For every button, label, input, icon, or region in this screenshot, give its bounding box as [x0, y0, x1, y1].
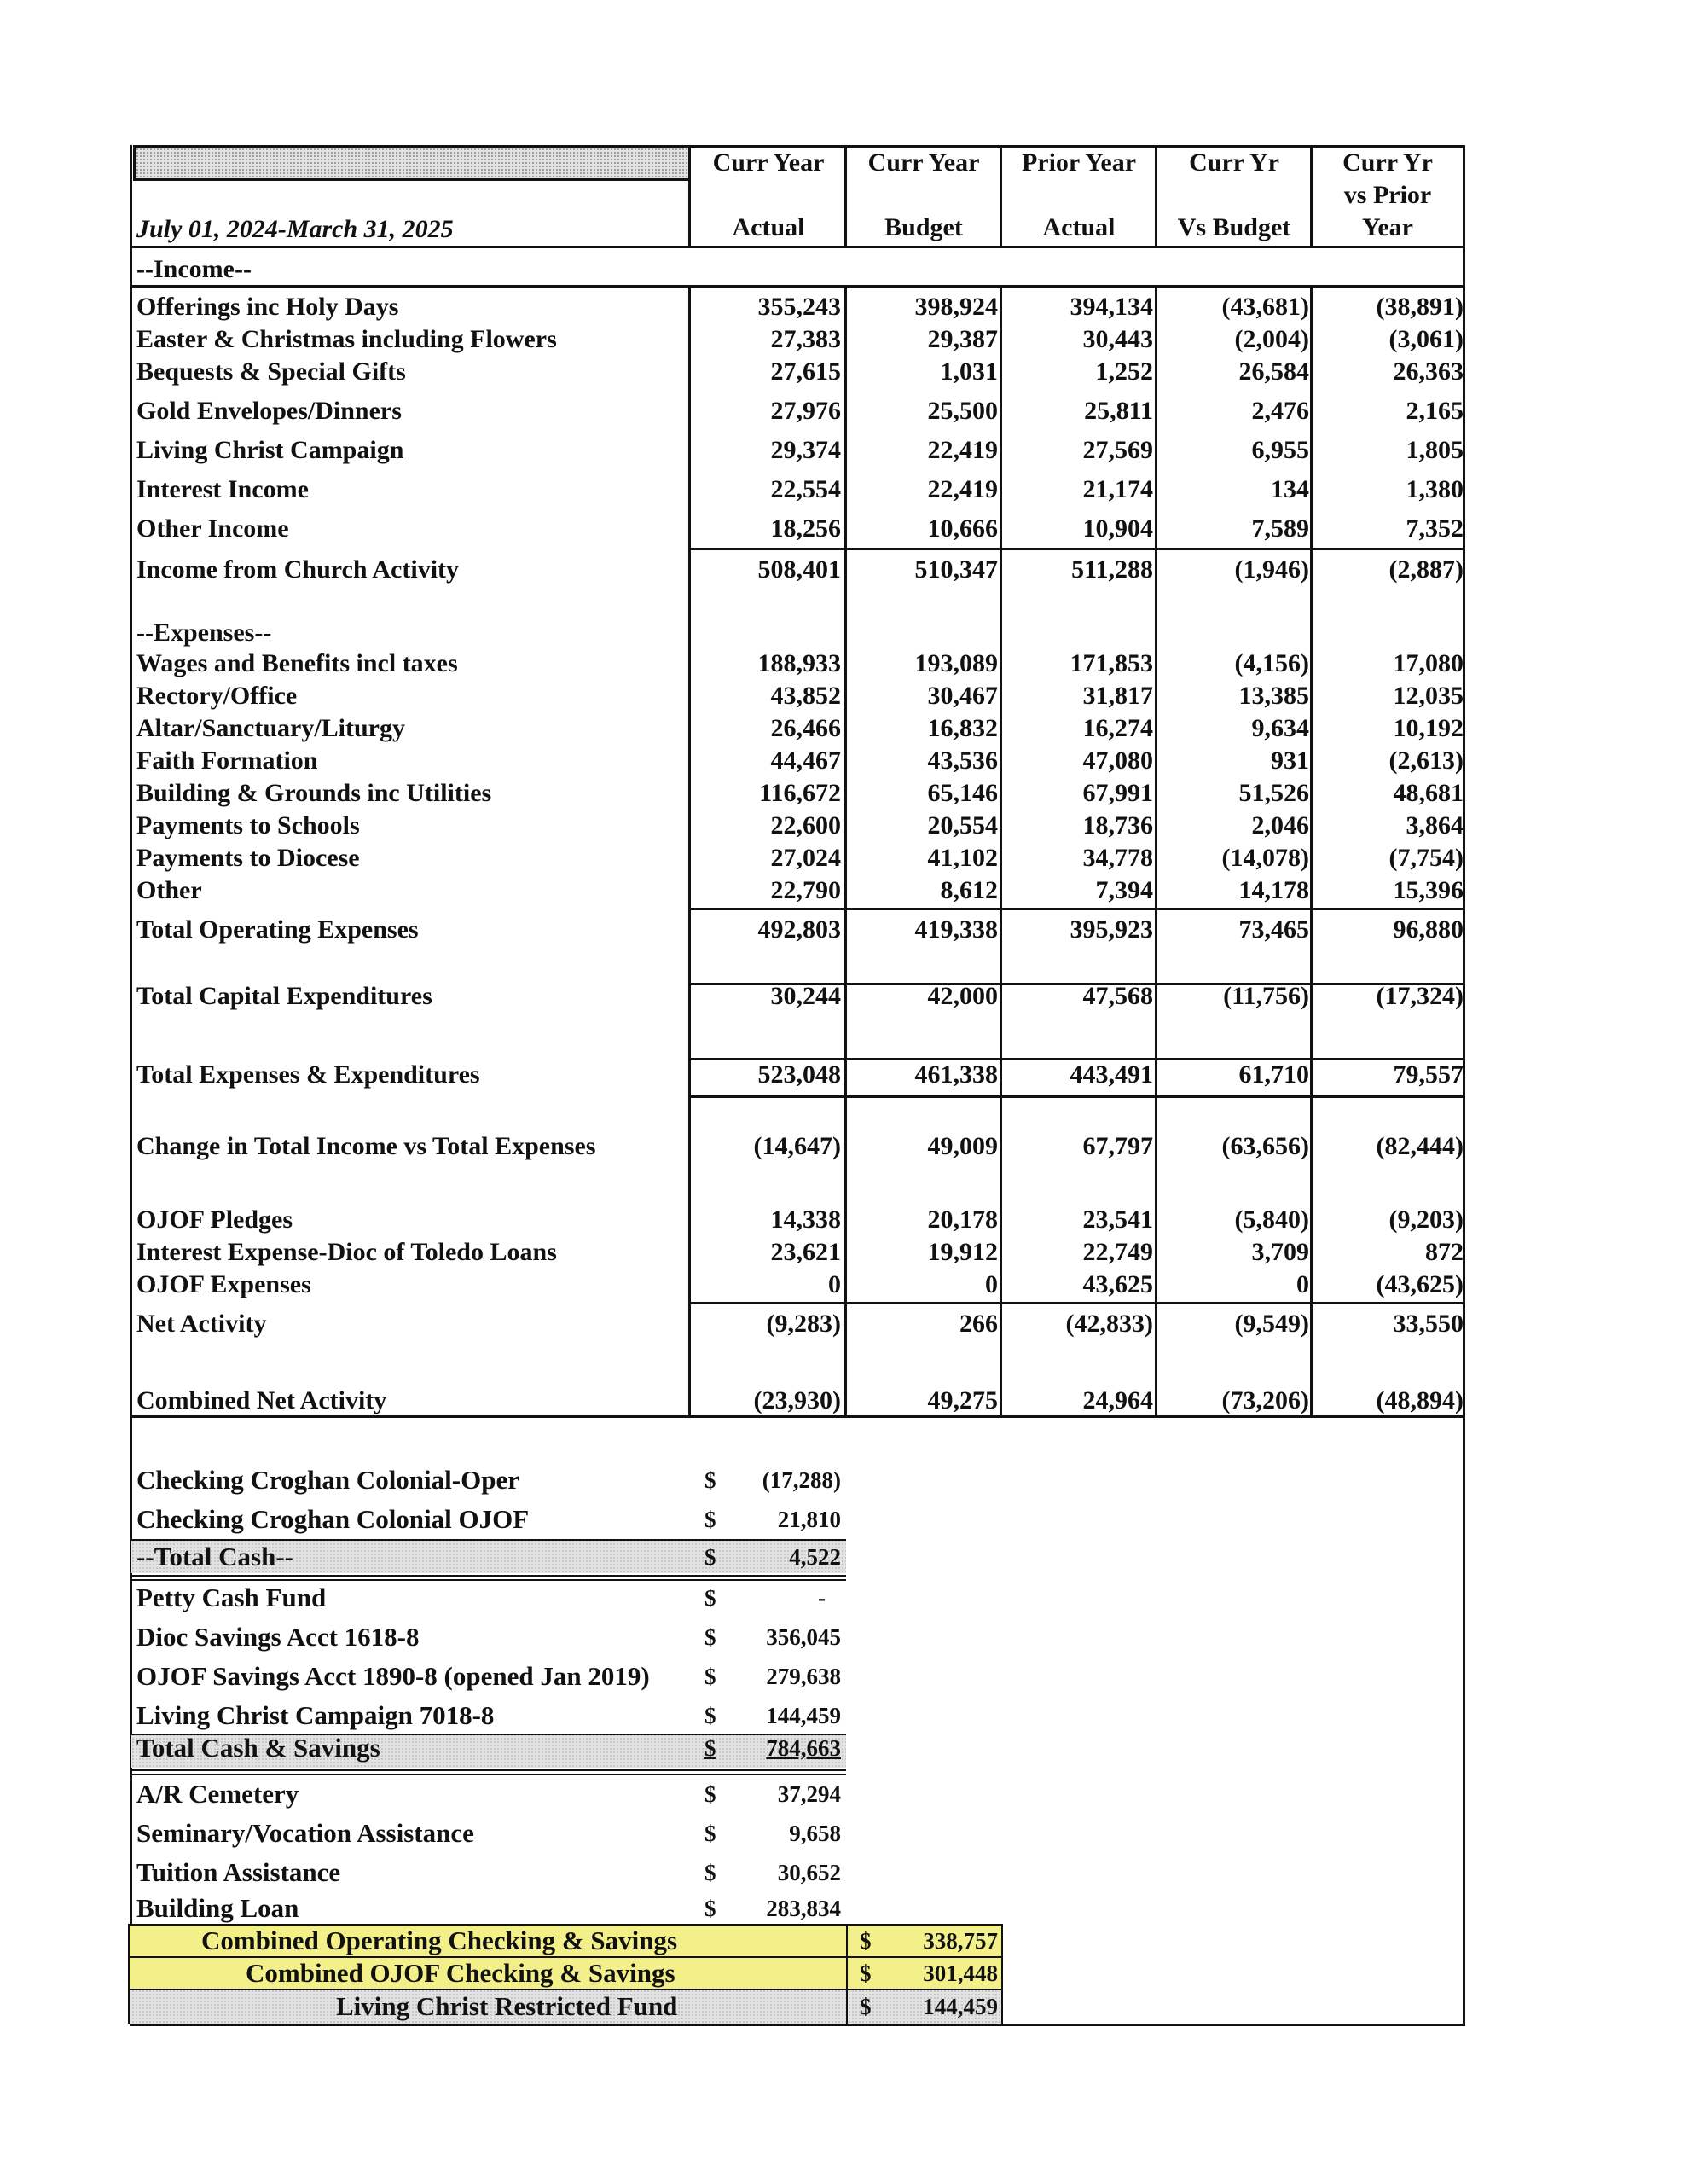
cell-curr-budget: 25,500	[927, 397, 998, 425]
cell-vs-prior: (48,894)	[1376, 1386, 1464, 1414]
dollar-sign: $	[860, 1928, 872, 1954]
cash-label: Living Christ Campaign 7018-8	[136, 1700, 495, 1730]
cell-prior-actual: 24,964	[1082, 1386, 1153, 1414]
cell-curr-actual: 23,621	[770, 1238, 841, 1266]
cell-vs-prior: 17,080	[1393, 649, 1464, 677]
cell-vs-prior: 3,864	[1406, 811, 1464, 839]
rule	[846, 1924, 848, 2024]
cash-value: 37,294	[777, 1781, 841, 1807]
cell-vs-budget: 2,476	[1251, 397, 1309, 425]
cash-label: Building Loan	[136, 1893, 299, 1923]
cell-curr-budget: 20,554	[927, 811, 998, 839]
row-label: Rectory/Office	[136, 682, 298, 710]
cell-prior-actual: 43,625	[1082, 1270, 1153, 1298]
cell-curr-actual: 18,256	[770, 514, 841, 543]
cell-curr-actual: (9,283)	[766, 1310, 841, 1338]
col-line	[1000, 285, 1002, 1415]
living-christ-label: Living Christ Restricted Fund	[336, 1991, 678, 2021]
cell-prior-actual: 27,569	[1082, 436, 1153, 464]
dollar-sign: $	[704, 1585, 716, 1611]
rule	[1001, 1924, 1003, 2024]
dollar-sign: $	[704, 1896, 716, 1921]
cell-vs-prior: (3,061)	[1388, 325, 1464, 353]
cash-value: (17,288)	[762, 1467, 841, 1493]
cell-vs-prior: (9,203)	[1388, 1205, 1464, 1234]
cell-curr-actual: 30,244	[770, 982, 841, 1010]
cell-vs-budget: 14,178	[1238, 876, 1309, 904]
col-header-vs-budget: Curr Yr Vs Budget	[1177, 148, 1291, 241]
cell-vs-prior: 48,681	[1393, 779, 1464, 807]
dollar-sign: $	[860, 1960, 872, 1986]
cell-vs-budget: (4,156)	[1234, 649, 1309, 677]
cell-curr-budget: 16,832	[927, 714, 998, 742]
cash-value: 283,834	[766, 1896, 841, 1921]
cell-vs-budget: 3,709	[1251, 1238, 1309, 1266]
expense-subtotal-rule	[688, 908, 1465, 910]
cash-label: --Total Cash--	[136, 1542, 294, 1571]
cell-curr-budget: 41,102	[927, 844, 998, 872]
row-label: Payments to Schools	[136, 811, 360, 839]
cell-vs-prior: (7,754)	[1388, 844, 1464, 872]
row-label: Total Expenses & Expenditures	[136, 1060, 480, 1089]
cell-prior-actual: 30,443	[1082, 325, 1153, 353]
cell-curr-actual: 188,933	[757, 649, 841, 677]
cell-vs-budget: 26,584	[1238, 357, 1309, 386]
cell-vs-prior: 79,557	[1393, 1060, 1464, 1089]
dollar-sign: $	[704, 1735, 716, 1761]
cash-value: 356,045	[766, 1624, 841, 1650]
cell-curr-budget: 510,347	[914, 555, 998, 584]
cell-curr-actual: 523,048	[757, 1060, 841, 1089]
cell-vs-prior: 10,192	[1393, 714, 1464, 742]
combined-ojof-label: Combined OJOF Checking & Savings	[246, 1958, 675, 1988]
cell-prior-actual: 34,778	[1082, 844, 1153, 872]
row-label: Altar/Sanctuary/Liturgy	[136, 714, 405, 742]
cell-vs-budget: (63,656)	[1221, 1132, 1309, 1160]
col-header-curr-budget: Curr Year Budget	[867, 148, 980, 241]
cell-curr-budget: 0	[985, 1270, 998, 1298]
col-header-vs-prior: Curr Yr vs Prior Year	[1342, 148, 1433, 241]
cell-curr-actual: 44,467	[770, 746, 841, 775]
cell-vs-prior: 12,035	[1393, 682, 1464, 710]
cell-vs-budget: 9,634	[1251, 714, 1309, 742]
cell-vs-prior: (82,444)	[1376, 1132, 1464, 1160]
dollar-sign: $	[704, 1781, 716, 1807]
cash-label: Dioc Savings Acct 1618-8	[136, 1622, 420, 1652]
row-label: Income from Church Activity	[136, 555, 460, 584]
cell-vs-prior: 872	[1425, 1238, 1464, 1266]
col-line	[1310, 285, 1313, 1415]
cash-label: Checking Croghan Colonial OJOF	[136, 1504, 530, 1534]
rule	[128, 1989, 1003, 1990]
cell-vs-prior: 7,352	[1406, 514, 1464, 543]
cell-prior-actual: 67,991	[1082, 779, 1153, 807]
cell-curr-actual: 22,790	[770, 876, 841, 904]
row-label: Other Income	[136, 514, 289, 543]
dollar-sign: $	[704, 1624, 716, 1650]
cash-label: Tuition Assistance	[136, 1857, 341, 1887]
row-label: OJOF Pledges	[136, 1205, 293, 1234]
col-sep	[1155, 145, 1157, 247]
dollar-sign: $	[704, 1507, 716, 1532]
cell-prior-actual: 443,491	[1070, 1060, 1153, 1089]
cell-curr-budget: 10,666	[927, 514, 998, 543]
col-sep	[844, 145, 847, 247]
cell-curr-budget: 49,275	[927, 1386, 998, 1414]
cell-curr-actual: 26,466	[770, 714, 841, 742]
dollar-sign: $	[704, 1703, 716, 1728]
cell-curr-actual: 27,615	[770, 357, 841, 386]
col-sep	[1000, 145, 1002, 247]
cell-vs-budget: (14,078)	[1221, 844, 1309, 872]
table-bottom-rule	[130, 1415, 1465, 1418]
cell-vs-prior: (38,891)	[1376, 293, 1464, 321]
dollar-sign: $	[704, 1544, 716, 1570]
cell-vs-prior: 33,550	[1393, 1310, 1464, 1338]
cell-vs-prior: 15,396	[1393, 876, 1464, 904]
col-line	[844, 285, 847, 1415]
cell-vs-prior: (43,625)	[1376, 1270, 1464, 1298]
cell-curr-actual: 0	[828, 1270, 841, 1298]
cell-vs-prior: (2,613)	[1388, 746, 1464, 775]
rule	[128, 1924, 130, 2024]
cell-prior-actual: 47,080	[1082, 746, 1153, 775]
cell-vs-prior: (2,887)	[1388, 555, 1464, 584]
cell-curr-actual: 508,401	[757, 555, 841, 584]
cell-curr-budget: 22,419	[927, 436, 998, 464]
cell-prior-actual: 1,252	[1095, 357, 1153, 386]
header-bottom-rule	[130, 246, 1465, 248]
cell-curr-budget: 29,387	[927, 325, 998, 353]
dollar-sign: $	[704, 1860, 716, 1885]
cell-vs-prior: 2,165	[1406, 397, 1464, 425]
cash-value: 30,652	[777, 1860, 841, 1885]
row-label: Combined Net Activity	[136, 1386, 387, 1414]
cell-curr-actual: 355,243	[757, 293, 841, 321]
cash-value: -	[818, 1585, 826, 1611]
dollar-sign: $	[704, 1467, 716, 1493]
cell-vs-budget: (9,549)	[1234, 1310, 1309, 1338]
cell-vs-budget: 13,385	[1238, 682, 1309, 710]
cash-value: 9,658	[789, 1821, 841, 1846]
cell-curr-actual: 43,852	[770, 682, 841, 710]
cash-value: 21,810	[777, 1507, 841, 1532]
row-label: Wages and Benefits incl taxes	[136, 649, 458, 677]
combined-operating-value: 338,757	[923, 1928, 998, 1954]
cell-prior-actual: 47,568	[1082, 982, 1153, 1010]
row-label: OJOF Expenses	[136, 1270, 311, 1298]
row-label: Other	[136, 876, 202, 904]
row-label: Interest Income	[136, 475, 309, 503]
cell-curr-budget: 461,338	[914, 1060, 998, 1089]
rule	[131, 1774, 846, 1775]
rule	[131, 1769, 846, 1771]
section-rule	[688, 1095, 1465, 1098]
combined-ojof-value: 301,448	[923, 1960, 998, 1986]
cell-vs-budget: 134	[1271, 475, 1309, 503]
cell-vs-prior: 26,363	[1393, 357, 1464, 386]
income-heading-rule	[130, 285, 1465, 288]
cell-prior-actual: (42,833)	[1065, 1310, 1153, 1338]
cash-label: Petty Cash Fund	[136, 1583, 327, 1612]
cell-curr-budget: 8,612	[940, 876, 998, 904]
cell-curr-actual: 22,600	[770, 811, 841, 839]
cell-curr-actual: 14,338	[770, 1205, 841, 1234]
col-sep	[1310, 145, 1313, 247]
cell-vs-budget: (2,004)	[1234, 325, 1309, 353]
cell-vs-budget: 6,955	[1251, 436, 1309, 464]
cash-label: Total Cash & Savings	[136, 1733, 380, 1763]
cell-curr-budget: 19,912	[927, 1238, 998, 1266]
cell-prior-actual: 395,923	[1070, 915, 1153, 944]
cell-vs-budget: 51,526	[1238, 779, 1309, 807]
expenses-heading: --Expenses--	[136, 619, 272, 647]
cell-vs-budget: 61,710	[1238, 1060, 1309, 1089]
income-heading: --Income--	[136, 255, 252, 283]
cell-prior-actual: 511,288	[1071, 555, 1153, 584]
cell-curr-budget: 193,089	[914, 649, 998, 677]
cell-prior-actual: 25,811	[1084, 397, 1153, 425]
cash-value: 784,663	[766, 1735, 841, 1761]
col-sep	[688, 145, 691, 247]
living-christ-value: 144,459	[923, 1994, 998, 2019]
cash-value: 279,638	[766, 1664, 841, 1689]
row-label: Faith Formation	[136, 746, 318, 775]
cell-vs-budget: 73,465	[1238, 915, 1309, 944]
cash-label: A/R Cemetery	[136, 1779, 299, 1809]
dollar-sign: $	[704, 1664, 716, 1689]
cell-vs-budget: 931	[1271, 746, 1309, 775]
cell-curr-actual: 116,672	[759, 779, 841, 807]
cell-curr-budget: 22,419	[927, 475, 998, 503]
cell-curr-budget: 419,338	[914, 915, 998, 944]
cell-curr-actual: (14,647)	[753, 1132, 841, 1160]
row-label: Total Operating Expenses	[136, 915, 419, 944]
cell-prior-actual: 16,274	[1082, 714, 1153, 742]
cell-prior-actual: 7,394	[1095, 876, 1153, 904]
cell-curr-actual: (23,930)	[753, 1386, 841, 1414]
cell-vs-prior: 1,805	[1406, 436, 1464, 464]
rule	[131, 1579, 846, 1581]
cell-prior-actual: 10,904	[1082, 514, 1153, 543]
cell-curr-budget: 30,467	[927, 682, 998, 710]
dollar-sign: $	[860, 1994, 872, 2019]
rule	[131, 1575, 846, 1577]
cell-curr-budget: 398,924	[914, 293, 998, 321]
cash-label: OJOF Savings Acct 1890-8 (opened Jan 2019)	[136, 1661, 650, 1691]
col-line	[688, 285, 691, 1415]
cell-curr-actual: 27,024	[770, 844, 841, 872]
dollar-sign: $	[704, 1821, 716, 1846]
cash-value: 144,459	[766, 1703, 841, 1728]
report-period: July 01, 2024-March 31, 2025	[136, 215, 454, 243]
cell-vs-budget: (11,756)	[1223, 982, 1309, 1010]
ojof-subtotal-rule	[688, 1302, 1465, 1304]
row-label: Bequests & Special Gifts	[136, 357, 406, 386]
col-line	[1155, 285, 1157, 1415]
row-label: Gold Envelopes/Dinners	[136, 397, 402, 425]
cell-curr-actual: 27,383	[770, 325, 841, 353]
col-header-curr-actual: Curr Year Actual	[712, 148, 825, 241]
cell-vs-budget: (1,946)	[1234, 555, 1309, 584]
cash-label: Checking Croghan Colonial-Oper	[136, 1465, 519, 1495]
cell-vs-budget: 2,046	[1251, 811, 1309, 839]
cell-vs-prior: 96,880	[1393, 915, 1464, 944]
cell-prior-actual: 21,174	[1082, 475, 1153, 503]
cell-prior-actual: 18,736	[1082, 811, 1153, 839]
cell-curr-budget: 266	[959, 1310, 998, 1338]
cell-prior-actual: 171,853	[1070, 649, 1153, 677]
cash-label: Seminary/Vocation Assistance	[136, 1818, 474, 1848]
cell-prior-actual: 394,134	[1070, 293, 1153, 321]
cell-curr-budget: 65,146	[927, 779, 998, 807]
cell-vs-budget: 0	[1296, 1270, 1309, 1298]
row-label: Offerings inc Holy Days	[136, 293, 399, 321]
cell-curr-actual: 492,803	[757, 915, 841, 944]
cell-prior-actual: 31,817	[1082, 682, 1153, 710]
cell-vs-prior: 1,380	[1406, 475, 1464, 503]
cell-curr-actual: 27,976	[770, 397, 841, 425]
col-header-prior-actual: Prior Year Actual	[1021, 148, 1137, 241]
row-label: Building & Grounds inc Utilities	[136, 779, 492, 807]
cell-prior-actual: 67,797	[1082, 1132, 1153, 1160]
cell-vs-budget: 7,589	[1251, 514, 1309, 543]
row-label: Interest Expense-Dioc of Toledo Loans	[136, 1238, 557, 1266]
cell-vs-budget: (73,206)	[1221, 1386, 1309, 1414]
cell-curr-budget: 49,009	[927, 1132, 998, 1160]
row-label: Easter & Christmas including Flowers	[136, 325, 557, 353]
row-label: Net Activity	[136, 1310, 267, 1338]
cell-vs-prior: (17,324)	[1376, 982, 1464, 1010]
cell-curr-budget: 43,536	[927, 746, 998, 775]
row-label: Living Christ Campaign	[136, 436, 404, 464]
row-label: Payments to Diocese	[136, 844, 360, 872]
cell-prior-actual: 22,749	[1082, 1238, 1153, 1266]
cash-value: 4,522	[789, 1544, 841, 1570]
income-subtotal-rule	[688, 548, 1465, 550]
cell-vs-budget: (43,681)	[1221, 293, 1309, 321]
cell-curr-actual: 29,374	[770, 436, 841, 464]
cell-curr-budget: 42,000	[927, 982, 998, 1010]
cell-curr-budget: 20,178	[927, 1205, 998, 1234]
cell-vs-budget: (5,840)	[1234, 1205, 1309, 1234]
row-label: Change in Total Income vs Total Expenses	[136, 1132, 596, 1160]
combined-operating-label: Combined Operating Checking & Savings	[201, 1926, 678, 1955]
cell-curr-actual: 22,554	[770, 475, 841, 503]
row-label: Total Capital Expenditures	[136, 982, 432, 1010]
cell-curr-budget: 1,031	[940, 357, 998, 386]
cell-prior-actual: 23,541	[1082, 1205, 1153, 1234]
